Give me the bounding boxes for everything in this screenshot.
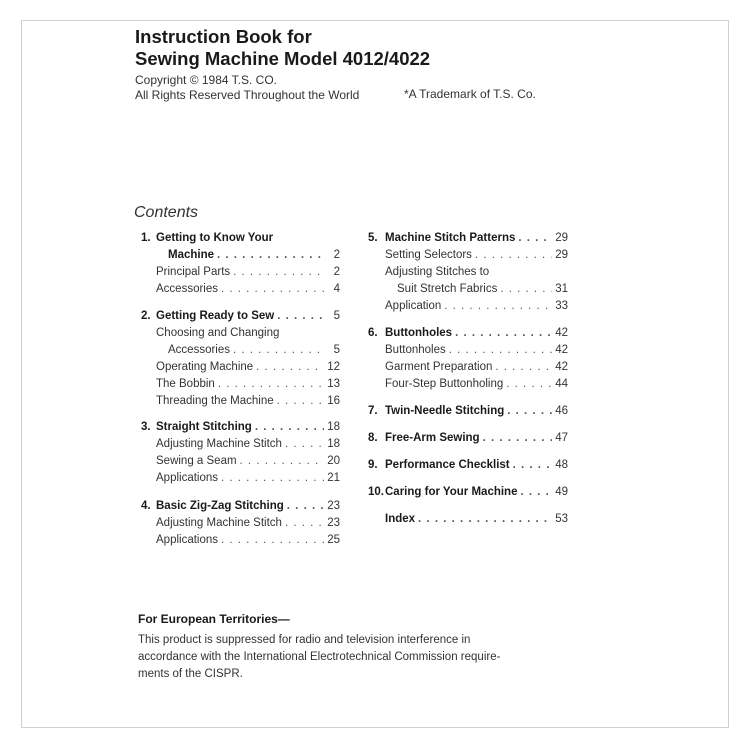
toc-entry [141, 419, 340, 435]
toc-leader-dots [252, 419, 324, 435]
toc-entry-page: 44 [555, 378, 568, 390]
toc-entry-page: 18 [327, 421, 340, 433]
toc-entry-page: 12 [327, 361, 340, 373]
toc-entry [385, 376, 568, 392]
toc-entry-label: Index [385, 513, 416, 525]
toc-entry-page: 42 [555, 344, 568, 356]
toc-entry-page: 13 [327, 378, 340, 390]
toc-entry-label: Machine [168, 249, 215, 261]
copyright-notice [135, 73, 359, 102]
toc-entry-page: 21 [327, 472, 340, 484]
toc-entry-page: 25 [327, 534, 340, 546]
title-line-1: Instruction Book for [135, 26, 312, 47]
toc-leader-dots [230, 264, 324, 280]
toc-entry-label: Accessories [156, 283, 218, 295]
toc-entry-number: 6. [368, 327, 378, 339]
toc-entry [141, 230, 340, 246]
toc-leader-dots [452, 325, 552, 341]
toc-entry [156, 281, 340, 297]
toc-entry-label: Twin-Needle Stitching [385, 405, 505, 417]
toc-leader-dots [492, 359, 552, 375]
toc-entry-page: 2 [333, 249, 340, 261]
toc-leader-dots [284, 498, 324, 514]
toc-entry [385, 511, 568, 527]
toc-entry-label: Applications [156, 472, 219, 484]
toc-leader-dots [446, 342, 552, 358]
toc-entry-label: Caring for Your Machine [385, 486, 518, 498]
toc-leader-dots [282, 515, 324, 531]
toc-entry-number: 4. [141, 500, 151, 512]
toc-entry-label: Setting Selectors [385, 249, 472, 261]
toc-entry-label: Application [385, 300, 442, 312]
footer-line-1: This product is suppressed for radio and television interference in [138, 634, 471, 646]
toc-entry [156, 393, 340, 409]
toc-leader-dots [517, 484, 552, 500]
toc-entry-page: 23 [327, 500, 340, 512]
toc-leader-dots [497, 281, 552, 297]
toc-entry-page: 33 [555, 300, 568, 312]
footer-line-3: ments of the CISPR. [138, 668, 243, 680]
toc-leader-dots [510, 457, 552, 473]
toc-entry [141, 308, 340, 324]
toc-entry [156, 264, 340, 280]
toc-entry-page: 18 [327, 438, 340, 450]
footer-heading: For European Territories— [138, 612, 290, 626]
toc-leader-dots [218, 470, 324, 486]
toc-entry-label: Adjusting Stitches to [385, 266, 490, 278]
toc-entry [168, 247, 340, 263]
toc-entry [385, 359, 568, 375]
toc-entry-number: 7. [368, 405, 378, 417]
toc-entry-number: 5. [368, 232, 378, 244]
toc-entry-label: Suit Stretch Fabrics [397, 283, 498, 295]
toc-entry [141, 498, 340, 514]
toc-entry-page: 29 [555, 232, 568, 244]
toc-entry-label: Straight Stitching [156, 421, 252, 433]
toc-entry-label: Operating Machine [156, 361, 254, 373]
toc-leader-dots [215, 376, 324, 392]
toc-entry-label: Threading the Machine [156, 395, 274, 407]
toc-entry-label: Four-Step Buttonholing [385, 378, 504, 390]
toc-leader-dots [415, 511, 552, 527]
toc-entry-label: Buttonholes [385, 327, 453, 339]
toc-entry-page: 20 [327, 455, 340, 467]
title-line-2: Sewing Machine Model 4012/4022 [135, 48, 431, 69]
toc-entry-page: 5 [333, 344, 340, 356]
toc-entry-page: 47 [555, 432, 568, 444]
toc-leader-dots [218, 532, 324, 548]
toc-entry-label: Adjusting Machine Stitch [156, 517, 282, 529]
trademark-note: *A Trademark of T.S. Co. [404, 87, 536, 101]
toc-entry-label: The Bobbin [156, 378, 215, 390]
toc-entry-label: Performance Checklist [385, 459, 510, 471]
toc-entry-label: Buttonholes [385, 344, 446, 356]
toc-entry-label: Applications [156, 534, 219, 546]
toc-entry-label: Principal Parts [156, 266, 231, 278]
toc-entry-page: 46 [555, 405, 568, 417]
toc-leader-dots [480, 430, 552, 446]
toc-entry [385, 264, 568, 280]
toc-leader-dots [214, 247, 324, 263]
toc-entry-label: Adjusting Machine Stitch [156, 438, 282, 450]
toc-entry-label: Garment Preparation [385, 361, 493, 373]
footer-line-2: accordance with the International Electrotechnical Commission require- [138, 651, 501, 663]
toc-entry [156, 325, 340, 341]
toc-entry-page: 2 [333, 266, 340, 278]
toc-leader-dots [253, 359, 324, 375]
toc-entry-label: Getting to Know Your [156, 232, 274, 244]
toc-entry-label: Basic Zig-Zag Stitching [156, 500, 284, 512]
toc-entry [156, 359, 340, 375]
toc-entry-page: 42 [555, 361, 568, 373]
toc-leader-dots [282, 436, 324, 452]
contents-heading: Contents [134, 204, 199, 221]
toc-leader-dots [503, 376, 552, 392]
toc-entry-number: 2. [141, 310, 151, 322]
toc-entry [156, 436, 340, 452]
toc-entry-page: 16 [327, 395, 340, 407]
toc-entry [385, 342, 568, 358]
toc-leader-dots [504, 403, 552, 419]
toc-leader-dots [441, 298, 552, 314]
toc-entry-page: 29 [555, 249, 568, 261]
toc-entry-label: Getting Ready to Sew [156, 310, 275, 322]
toc-entry-page: 23 [327, 517, 340, 529]
toc-entry [368, 230, 568, 246]
toc-entry [156, 453, 340, 469]
copyright-line-1: Copyright © 1984 T.S. CO. [135, 73, 278, 87]
toc-entry-label: Accessories [168, 344, 230, 356]
toc-leader-dots [472, 247, 552, 263]
toc-entry [397, 281, 568, 297]
toc-entry-page: 31 [555, 283, 568, 295]
copyright-line-2: All Rights Reserved Throughout the World [135, 87, 360, 102]
toc-entry-label: Sewing a Seam [156, 455, 237, 467]
toc-entry [368, 403, 568, 419]
toc-leader-dots [218, 281, 324, 297]
toc-leader-dots [230, 342, 324, 358]
toc-entry-label: Machine Stitch Patterns [385, 232, 516, 244]
toc-entry [385, 247, 568, 263]
toc-entry [368, 430, 568, 446]
toc-entry [156, 470, 340, 486]
toc-entry-number: 10. [368, 486, 384, 498]
toc-entry-number: 9. [368, 459, 378, 471]
toc-leader-dots [237, 453, 324, 469]
page-border [21, 20, 729, 728]
toc-entry-label: Choosing and Changing [156, 327, 280, 339]
toc-leader-dots [515, 230, 552, 246]
toc-entry-page: 4 [333, 283, 340, 295]
document-title [135, 26, 430, 70]
toc-entry-page: 48 [555, 459, 568, 471]
toc-entry-page: 53 [555, 513, 568, 525]
toc-entry-number: 1. [141, 232, 151, 244]
toc-entry [156, 376, 340, 392]
toc-entry-page: 5 [333, 310, 340, 322]
toc-entry [156, 532, 340, 548]
toc-entry [368, 484, 568, 500]
toc-entry-number: 3. [141, 421, 151, 433]
toc-entry-page: 49 [555, 486, 568, 498]
footer-notice [138, 632, 566, 683]
toc-entry [168, 342, 340, 358]
toc-entry [368, 325, 568, 341]
toc-entry [368, 457, 568, 473]
toc-leader-dots [274, 393, 324, 409]
toc-entry [385, 298, 568, 314]
toc-entry-number: 8. [368, 432, 378, 444]
toc-entry-page: 42 [555, 327, 568, 339]
toc-entry-label: Free-Arm Sewing [385, 432, 480, 444]
toc-leader-dots [274, 308, 324, 324]
toc-entry [156, 515, 340, 531]
